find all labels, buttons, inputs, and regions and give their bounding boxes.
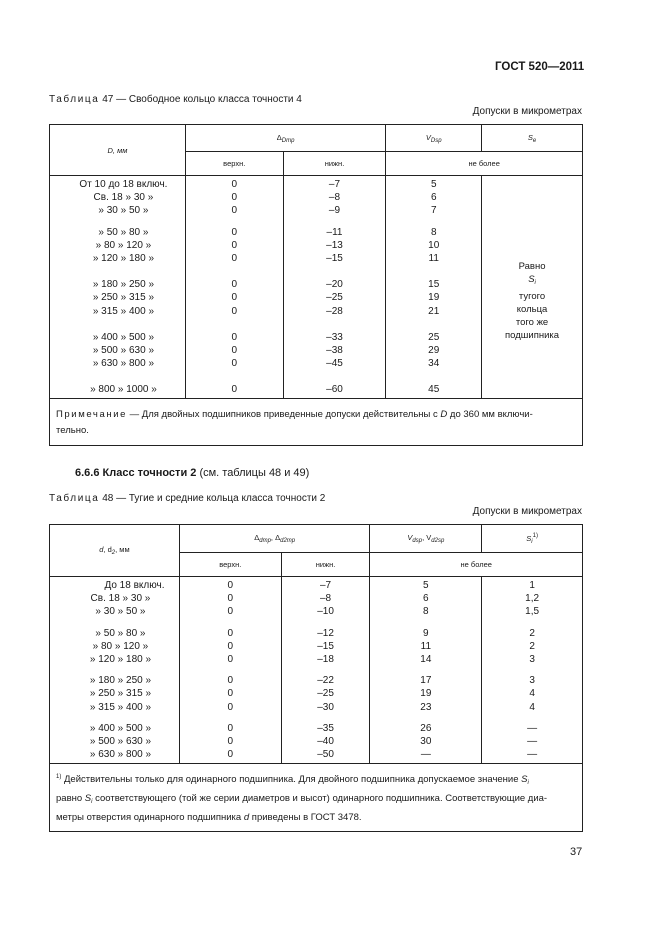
footnote-text: Действительны только для одинарного подшипника. Для двойного подшипника допускаемое значение [61, 774, 522, 786]
table48-cell-s: 2 [529, 627, 535, 639]
table47-head-delta: $\Delta_{Dmp}$ [185, 125, 385, 152]
table47-cell-lower: –11 [326, 226, 343, 238]
table47-cell-lower: –15 [326, 252, 343, 264]
document-code: ГОСТ 520—2011 [495, 61, 585, 73]
table48-cell-upper: 0 [227, 606, 234, 618]
table48-col-d [50, 577, 180, 764]
table47-cell-lower: –7 [328, 179, 341, 190]
table48-cell-v: 30 [420, 735, 432, 747]
table48-footnote [50, 764, 583, 832]
table48-cell-s: — [527, 749, 538, 761]
note-text: до 360 мм включи- [447, 409, 533, 421]
table48-col-lower [281, 577, 370, 764]
table47-cell-lower: –45 [326, 358, 343, 370]
table48-cell-lower: –8 [320, 593, 332, 605]
table48-cell-d: » 120 » 180 » [89, 653, 152, 665]
table48-caption-text: 48 — Тугие и средние кольца класса точности 2 [102, 493, 326, 504]
footnote-mark: 1) [56, 774, 62, 781]
table47-col-d [50, 176, 186, 399]
table48-cell-d: До 18 включ. [104, 580, 165, 591]
table48-caption [49, 493, 325, 504]
table48-head-lower: нижн. [281, 553, 370, 577]
table47-cell-lower: –20 [326, 279, 343, 291]
note-word: Примечание [56, 409, 127, 421]
table47-cell-v: 34 [428, 358, 440, 370]
table48-col-upper [179, 577, 281, 764]
table48-tolerance-note: Допуски в микрометрах [472, 506, 582, 517]
table47-head-lower: нижн. [283, 152, 386, 176]
table47-cell-upper: 0 [231, 192, 238, 204]
table48-col-v [370, 577, 482, 764]
table47-cell-v: 10 [428, 239, 440, 251]
table48-cell-d: » 80 » 120 » [92, 640, 149, 652]
table48-cell-s: 2 [529, 640, 535, 652]
table48-cell-upper: 0 [227, 675, 234, 687]
table48-cell-lower: –22 [317, 675, 334, 687]
table48-cell-s: 1 [529, 580, 535, 591]
table47-cell-upper: 0 [231, 292, 238, 304]
section-number: 6.6.6 [75, 467, 100, 479]
table47-head-s: $S_e$ [482, 125, 583, 152]
table48-head-delta: $\Delta_{dmp}$, $\Delta_{d2mp}$ [179, 525, 370, 553]
table48-cell-lower: –7 [320, 580, 332, 591]
table48-cell-upper: 0 [227, 640, 234, 652]
table48-head-upper: верхн. [179, 553, 281, 577]
table47-tolerance-note: Допуски в микрометрах [472, 106, 582, 117]
table47-cell-lower: –9 [328, 205, 341, 217]
table47-caption [49, 94, 302, 105]
table47-cell-d: » 800 » 1000 » [90, 384, 157, 396]
table48-cell-v: 11 [420, 640, 432, 652]
table47-cell-v: 6 [430, 192, 437, 204]
table47-cell-v: 19 [428, 292, 440, 304]
table48-caption-word: Таблица [49, 493, 100, 504]
table48-cell-lower: –35 [317, 722, 334, 734]
table48-cell-s: 4 [529, 688, 535, 700]
table48-cell-lower: –50 [317, 749, 334, 761]
table48-cell-s: — [527, 735, 538, 747]
se-text-line: того же [515, 317, 549, 329]
table48-cell-v: 5 [423, 580, 429, 591]
table47-cell-upper: 0 [231, 344, 238, 356]
table47-cell-d: » 500 » 630 » [92, 344, 155, 356]
table48-head-v: $V_{dsp}$, $V_{d2sp}$ [370, 525, 482, 553]
table47-cell-d: » 250 » 315 » [92, 292, 155, 304]
table48-col-s [482, 577, 583, 764]
table47-cell-lower: –28 [326, 305, 343, 317]
table48-cell-d: » 180 » 250 » [89, 675, 152, 687]
footnote-text: равно [56, 793, 85, 805]
table47-cell-upper: 0 [231, 205, 238, 217]
table48-cell-upper: 0 [227, 580, 234, 591]
table47-head-d: D, мм [50, 125, 186, 176]
table48-cell-lower: –15 [317, 640, 334, 652]
table47-cell-v: 29 [428, 344, 440, 356]
table47-cell-lower: –13 [326, 239, 343, 251]
table48-head-not-more: не более [370, 553, 583, 577]
table47-cell-upper: 0 [231, 305, 238, 317]
table48-cell-d: Св. 18 » 30 » [90, 593, 151, 605]
table47-cell-d: От 10 до 18 включ. [79, 179, 168, 190]
table47-cell-upper: 0 [231, 239, 238, 251]
table48-cell-s: 3 [529, 675, 535, 687]
table47-head-not-more: не более [386, 152, 583, 176]
table48-cell-d: » 315 » 400 » [89, 701, 152, 713]
page-number: 37 [570, 846, 583, 858]
table47-cell-v: 8 [430, 226, 437, 238]
table47-cell-v: 21 [428, 305, 440, 317]
table47 [49, 124, 583, 446]
table48-cell-s: 4 [529, 701, 535, 713]
table47-cell-d: » 50 » 80 » [98, 226, 149, 238]
table47-cell-upper: 0 [231, 179, 238, 190]
table48-cell-v: 6 [423, 593, 429, 605]
table48-cell-v: 9 [423, 627, 429, 639]
table48-head-s: $S_i^{1)}$ [482, 525, 583, 553]
table47-cell-v: 5 [430, 179, 437, 190]
table47-col-lower [283, 176, 386, 399]
table48-cell-s: 1,5 [525, 606, 540, 618]
table47-cell-lower: –38 [326, 344, 343, 356]
table47-cell-v: 11 [428, 252, 439, 264]
table47-cell-upper: 0 [231, 331, 238, 343]
footnote-symbol-sub: i [527, 780, 529, 787]
table48-head-d: d, $d_2$, мм [50, 525, 180, 577]
table47-cell-d: » 400 » 500 » [92, 331, 155, 343]
table48-cell-v: 26 [420, 722, 432, 734]
table47-cell-lower: –60 [326, 384, 343, 396]
table48-cell-upper: 0 [227, 653, 234, 665]
footnote-symbol: S [84, 793, 92, 805]
table47-col-v [386, 176, 482, 399]
section-ref: (см. таблицы 48 и 49) [199, 467, 310, 479]
footnote-text: соответствующего (той же серии диаметров и высот) одинарного подшипника. Соответствующие диа- [92, 793, 548, 805]
footnote-text: метры отверстия одинарного подшипника [56, 812, 244, 824]
table48-cell-v: 17 [420, 675, 432, 687]
table48-cell-s: — [527, 722, 538, 734]
table47-head-upper: верхн. [185, 152, 283, 176]
note-text: — Для двойных подшипников приведенные допуски действительны с [127, 409, 441, 421]
table47-cell-v: 15 [428, 279, 440, 291]
table48-cell-d: » 30 » 50 » [95, 606, 146, 618]
table48-cell-lower: –18 [317, 653, 334, 665]
table48-cell-v: 8 [423, 606, 429, 618]
table47-cell-d: » 120 » 180 » [92, 252, 155, 264]
table48-cell-v: — [420, 749, 431, 761]
table47-caption-word: Таблица [49, 94, 100, 105]
table47-cell-d: » 315 » 400 » [92, 305, 155, 317]
se-text-line: Равно [518, 261, 546, 273]
table48-cell-lower: –25 [317, 688, 334, 700]
note-text: тельно. [56, 425, 89, 437]
table48-cell-upper: 0 [227, 701, 234, 713]
table48-cell-lower: –10 [317, 606, 334, 618]
table48-cell-upper: 0 [227, 627, 234, 639]
table48-cell-v: 14 [420, 653, 432, 665]
table47-cell-upper: 0 [231, 358, 238, 370]
table48 [49, 524, 583, 832]
footnote-symbol: d [243, 812, 250, 824]
table47-cell-d: » 630 » 800 » [92, 358, 155, 370]
table47-cell-upper: 0 [231, 252, 238, 264]
table48-cell-s: 3 [529, 653, 535, 665]
se-text-line: тугого [518, 291, 546, 303]
table48-cell-v: 23 [420, 701, 432, 713]
table48-cell-d: » 50 » 80 » [95, 627, 146, 639]
table47-cell-lower: –8 [328, 192, 341, 204]
table47-cell-upper: 0 [231, 279, 238, 291]
table47-cell-v: 7 [430, 205, 437, 217]
table48-cell-v: 19 [420, 688, 432, 700]
table47-cell-upper: 0 [231, 384, 238, 396]
table47-head-v: $V_{Dsp}$ [386, 125, 482, 152]
footnote-symbol-sub: i [91, 799, 93, 806]
table47-cell-d: » 30 » 50 » [98, 205, 149, 217]
table47-col-upper [185, 176, 283, 399]
table47-cell-v: 45 [428, 384, 440, 396]
table48-cell-upper: 0 [227, 688, 234, 700]
table47-cell-lower: –25 [326, 292, 343, 304]
table48-cell-lower: –12 [317, 627, 334, 639]
table47-cell-se [482, 176, 583, 399]
table47-cell-lower: –33 [326, 331, 343, 343]
table48-cell-d: » 250 » 315 » [89, 688, 152, 700]
se-text-symbol: $S_i$ [528, 274, 536, 287]
table47-caption-text: 47 — Свободное кольцо класса точности 4 [102, 94, 302, 105]
table48-cell-d: » 400 » 500 » [89, 722, 152, 734]
section-heading [75, 467, 309, 479]
note-symbol: D [440, 409, 448, 421]
table48-cell-lower: –40 [317, 735, 334, 747]
table48-cell-upper: 0 [227, 593, 234, 605]
table48-cell-upper: 0 [227, 735, 234, 747]
table47-cell-v: 25 [428, 331, 440, 343]
table48-cell-s: 1,2 [525, 593, 540, 605]
footnote-symbol: S [521, 774, 528, 786]
table48-cell-d: » 500 » 630 » [89, 735, 152, 747]
se-text-line: кольца [516, 304, 548, 316]
table48-cell-upper: 0 [227, 749, 234, 761]
table47-note [50, 399, 583, 446]
se-text-line: подшипника [505, 330, 560, 342]
table47-cell-d: Св. 18 » 30 » [93, 192, 154, 204]
section-title: Класс точности 2 [102, 467, 197, 479]
table47-cell-upper: 0 [231, 226, 238, 238]
footnote-text: приведены в ГОСТ 3478. [249, 812, 362, 824]
table47-cell-d: » 80 » 120 » [95, 239, 152, 251]
table48-cell-d: » 630 » 800 » [89, 749, 152, 761]
table47-cell-d: » 180 » 250 » [92, 279, 155, 291]
table48-cell-lower: –30 [317, 701, 334, 713]
table48-cell-upper: 0 [227, 722, 234, 734]
